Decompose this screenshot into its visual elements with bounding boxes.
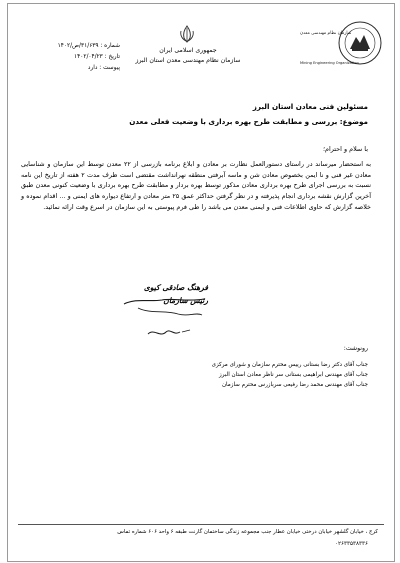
logo-text-fa: سازمان نظام مهندسی معدن — [300, 31, 352, 36]
recipient: مسئولین فنی معادن استان البرز — [252, 102, 368, 111]
signatory-title: رئیس سازمان — [163, 296, 208, 305]
letter-meta — [18, 41, 120, 74]
letter-number: شماره : ۳۱/۶۳۹/ص/۱۴۰۲ — [57, 43, 120, 49]
footer-divider — [18, 524, 384, 525]
footer-address: کرج ، خیابان گلشهر خیابان درختی خیابان عطار جنب مجموعه زندگی ساختمان گارنت طبقه ۶ واحد ۶۰۶ شماره تماس — [117, 529, 378, 535]
footer-phone: ۰۲۶۳۳۵۳۸۳۳۶ — [334, 541, 368, 547]
cc-item: جناب آقای مهندس ابراهیمی بستانی سر ناظر معادن استان البرز — [219, 372, 368, 378]
letterhead — [8, 4, 394, 74]
signatory-name: فرهنگ صادقی کیوی — [143, 283, 208, 292]
organization-logo — [298, 18, 384, 68]
letter-date: تاریخ : ۱۴۰۲/۰۴/۲۳ — [73, 54, 120, 60]
country-name: جمهوری اسلامی ایران — [159, 47, 217, 54]
organization-name-block — [126, 46, 250, 65]
letter-body: به استحضار میرساند در راستای دستورالعمل نظارت بر معادن و ابلاغ برنامه بازرسی از ۲۲ معدن توسط این سازمان و شناسایی معادن غیر فنی و نا ایمن بخصوص معادن شن و ماسه آبرفتی منطقه نهرانداشت مقتضی است ظرف مدت ۲ هفته از تاریخ این نامه نسبت به بررسی اجرای طرح بهره برداری معادن مذکور توسط بهره بردار و مطابقت طرح بهره برداری با وضعیت کنونی معدن طبق آخرین گزارش نقشه برداری انجام پذیرفته و در نظر گرفتن حداکثر عمق ۲۵ متر معادن و ارتفاع دیواره های ایمنی و ... اقدام نموده و خلاصه گزارش که حاوی اطلاعات فنی و ایمنی معدن می باشد را طی فرم پیوستی به این سازمان در اسرع وقت ارائه نمائید. — [21, 160, 371, 211]
cc-label: رونوشت: — [343, 345, 368, 352]
salutation: با سلام و احترام؛ — [323, 145, 368, 153]
cc-list — [108, 360, 368, 390]
national-emblem-icon — [178, 24, 196, 44]
cc-item: جناب آقای دکتر رضا بستانی رییس محترم سازمان و شورای مرکزی — [211, 362, 368, 368]
letter-page — [7, 3, 395, 562]
organization-name: سازمان نظام مهندسی معدن استان البرز — [135, 56, 241, 64]
handwritten-signature — [118, 294, 210, 344]
logo-text-en: Mining Engineering Organization — [300, 61, 359, 65]
cc-item: جناب آقای مهندس محمد رضا رفیعی سربازرس محترم سازمان — [221, 382, 368, 388]
letter-attachment: پیوست : دارد — [87, 65, 120, 71]
subject: موضوع: بررسی و مطابقت طرح بهره برداری با وضعیت فعلی معدن — [129, 117, 368, 126]
